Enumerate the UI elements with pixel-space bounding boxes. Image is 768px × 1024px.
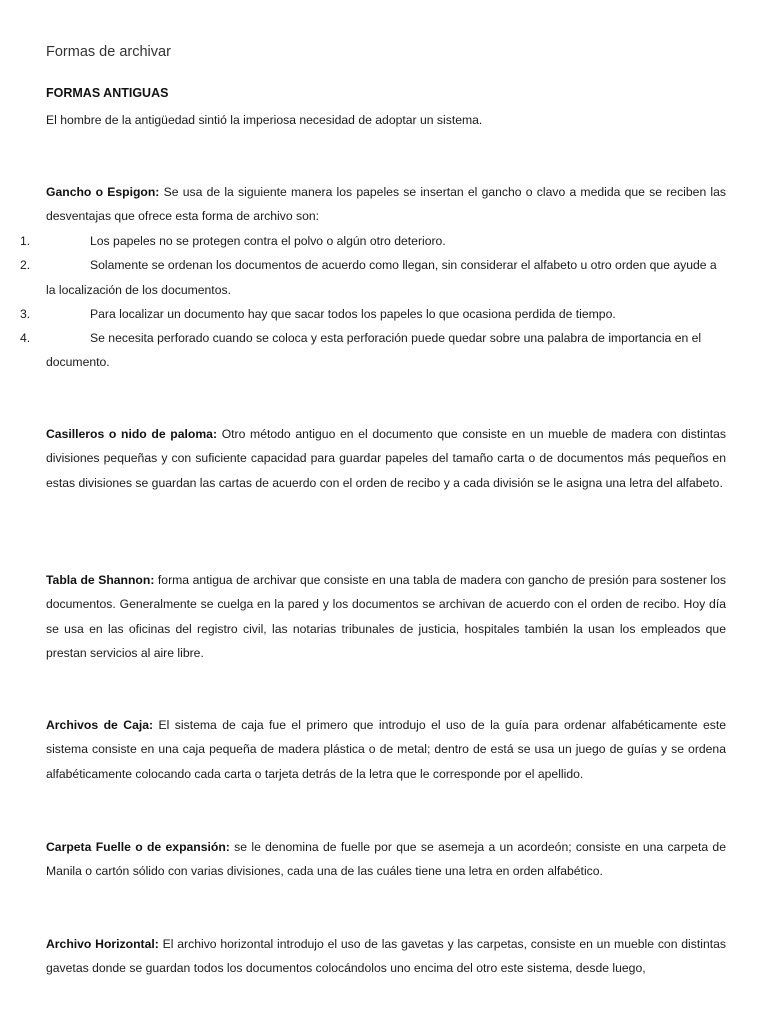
text-gancho: Se usa de la siguiente manera los papeles se insertan el gancho o clavo a medida que se reciben las desventajas que ofrece esta forma de archivo son:: [46, 185, 727, 224]
term-gancho: Gancho o Espigon:: [46, 185, 160, 199]
list-item: [0, 229, 720, 253]
intro-paragraph: El hombre de la antigüedad sintió la imperiosa necesidad de adoptar un sistema.: [46, 113, 483, 127]
list-item: [0, 326, 720, 375]
paragraph-caja: [46, 713, 726, 786]
term-caja: Archivos de Caja:: [46, 718, 154, 732]
list-text: Los papeles no se protegen contra el polvo o algún otro deterioro.: [90, 234, 446, 248]
list-number: 2.: [20, 258, 31, 273]
list-item: [0, 253, 720, 302]
list-item: [0, 302, 720, 326]
paragraph-casilleros: [46, 422, 726, 495]
list-text: Para localizar un documento hay que sacar todos los papeles lo que ocasiona perdida de tiempo.: [90, 306, 616, 321]
text-caja: El sistema de caja fue el primero que introdujo el uso de la guía para ordenar alfabéticamente este sistema consiste en una caja pequeña de madera plástica o de metal; dentro de está se usa un juego de guías y se ordena alfabéticamente colocando cada carta o tarjeta detrás de la letra que le corresponde por el apellido.: [46, 718, 726, 781]
term-carpeta: Carpeta Fuelle o de expansión:: [46, 840, 230, 854]
document-title: Formas de archivar: [46, 44, 171, 60]
paragraph-horizontal: [46, 932, 726, 981]
term-shannon: Tabla de Shannon:: [46, 573, 155, 587]
paragraph-shannon: [46, 568, 726, 665]
paragraph-gancho: [46, 180, 726, 229]
paragraph-carpeta: [46, 835, 726, 884]
list-text: Se necesita perforado cuando se coloca y esta perforación puede quedar sobre una palabra de importancia en el documento.: [46, 331, 702, 370]
list-text: Solamente se ordenan los documentos de acuerdo como llegan, sin considerar el alfabeto u otro orden que ayude a la localización de los documentos.: [46, 258, 717, 297]
term-casilleros: Casilleros o nido de paloma:: [46, 427, 218, 441]
list-number: 1.: [20, 234, 31, 248]
disadvantages-list: [0, 229, 768, 375]
term-horizontal: Archivo Horizontal:: [46, 937, 159, 951]
text-carpeta: se le denomina de fuelle por que se asemeja a un acordeón; consiste en una carpeta de Manila o cartón sólido con varias divisiones, cada una de las cuáles tiene una letra en orden alfabético.: [46, 840, 726, 879]
text-horizontal: El archivo horizontal introdujo el uso de las gavetas y las carpetas, consiste en un mueble con distintas gavetas donde se guardan todos los documentos colocándolos uno encima del otro este sistema, desde luego,: [46, 937, 726, 976]
list-number: 4.: [20, 331, 31, 346]
text-shannon: forma antigua de archivar que consiste en una tabla de madera con gancho de presión para sostener los documentos. Generalmente se cuelga en la pared y los documentos se archivan de acuerdo con el orden de recibo. Hoy día se usa en las oficinas del registro civil, las notarias tribunales de justicia, hospitales también la usan los empleados que prestan servicios al aire libre.: [46, 573, 726, 660]
section-heading: FORMAS ANTIGUAS: [46, 86, 169, 100]
list-number: 3.: [20, 306, 31, 321]
text-casilleros: Otro método antiguo en el documento que consiste en un mueble de madera con distintas divisiones pequeñas y con suficiente capacidad para guardar papeles del tamaño carta o de documentos más pequeños en estas divisiones se guardan las cartas de acuerdo con el orden de recibo y a cada división se le asigna una letra del alfabeto.: [46, 427, 727, 490]
